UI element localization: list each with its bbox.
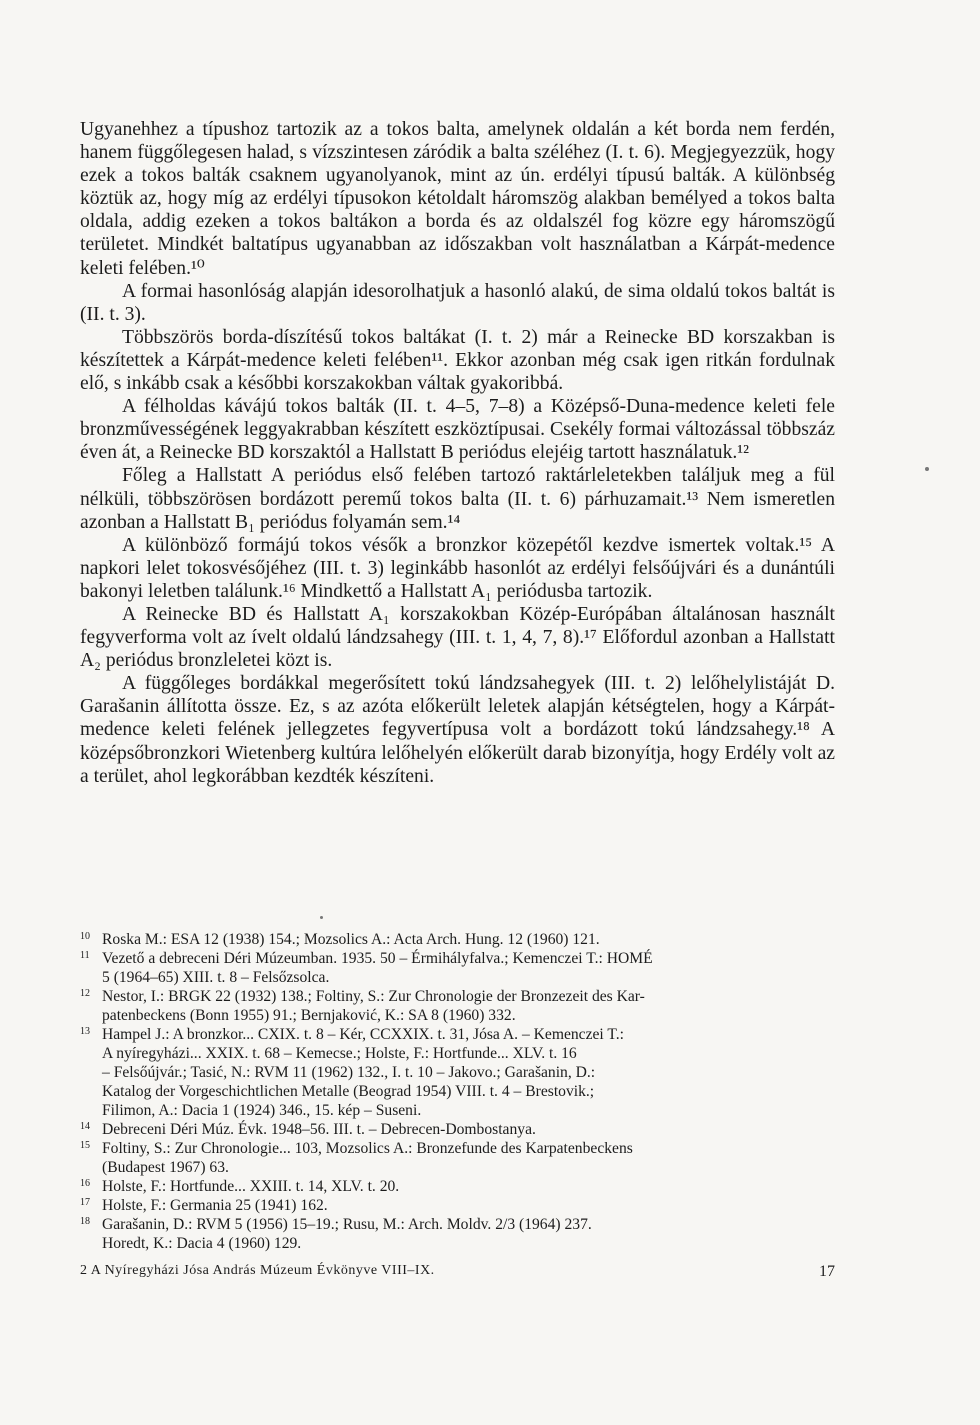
footnote-number: 10 xyxy=(80,931,90,942)
footnote-line: Foltiny, S.: Zur Chronologie... 103, Mozsolics A.: Bronzefunde des Karpatenbeckens xyxy=(102,1140,633,1157)
footnote-13 xyxy=(80,1025,835,1120)
footnote-number: 17 xyxy=(80,1197,90,1208)
footnote-number: 15 xyxy=(80,1140,90,1151)
footnote-line: Hampel J.: A bronzkor... CXIX. t. 8 – Kér, CCXXIX. t. 31, Jósa A. – Kemenczei T.: xyxy=(102,1026,624,1043)
footnotes xyxy=(80,930,835,1253)
footnote-line: A nyíregyházi... XXIX. t. 68 – Kemecse.; Holste, F.: Hortfunde... XLV. t. 16 xyxy=(102,1045,577,1062)
footnote-number: 16 xyxy=(80,1178,90,1189)
footnote-line: Holste, F.: Hortfunde... XXIII. t. 14, XLV. t. 20. xyxy=(102,1178,400,1195)
footnote-line: Nestor, I.: BRGK 22 (1932) 138.; Foltiny, S.: Zur Chronologie der Bronzezeit des Kar- xyxy=(102,988,645,1005)
footnote-17 xyxy=(80,1196,835,1215)
paragraph-5: Főleg a Hallstatt A periódus első felében tartozó raktárleletekben találjuk meg a fül nélküli, többszörösen bordázott peremű tokos balta (II. t. 6) párhuzamait.¹³ Nem ismeretlen azonban a Hallstatt B₁ periódus folyamán sem.¹⁴ xyxy=(80,465,835,533)
paragraph-7: A Reinecke BD és Hallstatt A₁ korszakokban Közép-Európában általánosan használt fegyverforma volt az ívelt oldalú lándzsahegy (III. t. 1, 4, 7, 8).¹⁷ Előfordul azonban a Hallstatt A₂ periódus bronzleletei közt is. xyxy=(80,603,835,672)
footnote-10 xyxy=(80,930,835,949)
footnote-15 xyxy=(80,1139,835,1177)
footnote-18 xyxy=(80,1215,835,1253)
paragraph-6: A különböző formájú tokos vésők a bronzkor közepétől kezdve ismertek voltak.¹⁵ A napkori lelet tokosvésőjéhez (III. t. 3) leginkább hasonlót az erdélyi felsőújvári és a dunántúli bakonyi leletben találunk.¹⁶ Mindkettő a Hallstatt A₁ periódusba tartozik. xyxy=(80,534,835,602)
scan-speck-dot xyxy=(320,916,323,919)
footnote-line: (Budapest 1967) 63. xyxy=(102,1159,229,1176)
footnote-number: 13 xyxy=(80,1026,90,1037)
footnote-line: Holste, F.: Germania 25 (1941) 162. xyxy=(102,1197,328,1214)
footnote-16 xyxy=(80,1177,835,1196)
footnote-number: 18 xyxy=(80,1216,90,1227)
footnote-14 xyxy=(80,1120,835,1139)
paragraph-1: Ugyanehhez a típushoz tartozik az a tokos balta, amelynek oldalán a két borda nem ferdén, hanem függőlegesen halad, s vízszintesen záródik a balta széléhez (I. t. 6). Megjegyezzük, hogy ezek a tokos balták csaknem ugyanolyanok, mint az ún. erdélyi típusú balták. A különbség köztük az, hogy míg az erdélyi típusokon kétoldalt háromszög alakban bemélyed a tokos balta oldala, addig ezeken a tokos baltákon a borda és az oldalszél fog közre egy háromszögű területet. Mindkét baltatípus ugyanabban az időszakban volt használatban a Kárpát-medence keleti felében.¹⁰ xyxy=(80,119,835,279)
footnote-line: – Felsőújvár.; Tasić, N.: RVM 11 (1962) 132., I. t. 10 – Jakovo.; Garašanin, D.: xyxy=(102,1064,596,1081)
main-text xyxy=(80,118,835,788)
scan-speck-dot xyxy=(925,467,929,471)
page-footer xyxy=(80,1263,835,1285)
footnote-line: Horedt, K.: Dacia 4 (1960) 129. xyxy=(102,1235,302,1252)
footnote-line: patenbeckens (Bonn 1955) 91.; Bernjaković, K.: SA 8 (1960) 332. xyxy=(102,1007,516,1024)
footnote-12 xyxy=(80,987,835,1025)
paragraph-3: Többszörös borda-díszítésű tokos baltákat (I. t. 2) már a Reinecke BD korszakban is készítettek a Kárpát-medence keleti felében¹¹. Ekkor azonban még csak igen ritkán fordulnak elő, s inkább csak a későbbi korszakokban váltak gyakoribbá. xyxy=(80,326,835,395)
footnote-number: 12 xyxy=(80,988,90,999)
footnote-number: 11 xyxy=(80,950,90,961)
footnote-line: Katalog der Vorgeschichtlichen Metalle (Beograd 1954) VIII. t. 4 – Brestovik.; xyxy=(102,1083,595,1100)
paragraph-4: A félholdas kávájú tokos balták (II. t. 4–5, 7–8) a Középső-Duna-medence keleti fele bronzművességének leggyakrabban készített eszköztípusai. Csekély formai változással többszáz éven át, a Reinecke BD korszaktól a Hallstatt B periódus elejéig tartott használatuk.¹² xyxy=(80,396,835,464)
footnote-11 xyxy=(80,949,835,987)
footnote-line: Filimon, A.: Dacia 1 (1924) 346., 15. kép – Suseni. xyxy=(102,1102,422,1119)
footnote-line: 5 (1964–65) XIII. t. 8 – Felsőzsolca. xyxy=(102,969,330,986)
footnote-number: 14 xyxy=(80,1121,90,1132)
footnote-line: Vezető a debreceni Déri Múzeumban. 1935. 50 – Érmihályfalva.; Kemenczei T.: HOMÉ xyxy=(102,950,653,967)
page-number: 17 xyxy=(819,1263,835,1280)
footer-journal-title: 2 A Nyíregyházi Jósa András Múzeum Évkönyve VIII–IX. xyxy=(80,1263,435,1278)
footnote-line: Garašanin, D.: RVM 5 (1956) 15–19.; Rusu, M.: Arch. Moldv. 2/3 (1964) 237. xyxy=(102,1216,592,1233)
footnote-line: Debreceni Déri Múz. Évk. 1948–56. III. t. – Debrecen-Dombostanya. xyxy=(102,1121,536,1138)
paragraph-2: A formai hasonlóság alapján idesorolhatjuk a hasonló alakú, de sima oldalú tokos baltát is (II. t. 3). xyxy=(80,280,835,325)
footnote-line: Roska M.: ESA 12 (1938) 154.; Mozsolics A.: Acta Arch. Hung. 12 (1960) 121. xyxy=(102,931,600,948)
paragraph-8: A függőleges bordákkal megerősített tokú lándzsahegyek (III. t. 2) lelőhelylistáját D. Garašanin állította össze. Ez, s az azóta előkerült leletek alapján kétségtelen, hogy a Kárpát-medence keleti felének jellegzetes fegyvertípusa volt a bordázott tokú lándzsahegy.¹⁸ A középsőbronzkori Wietenberg kultúra lelőhelyén előkerült darab bizonyítja, hogy Erdély volt az a terület, ahol legkorábban kezdték készíteni. xyxy=(80,673,835,787)
